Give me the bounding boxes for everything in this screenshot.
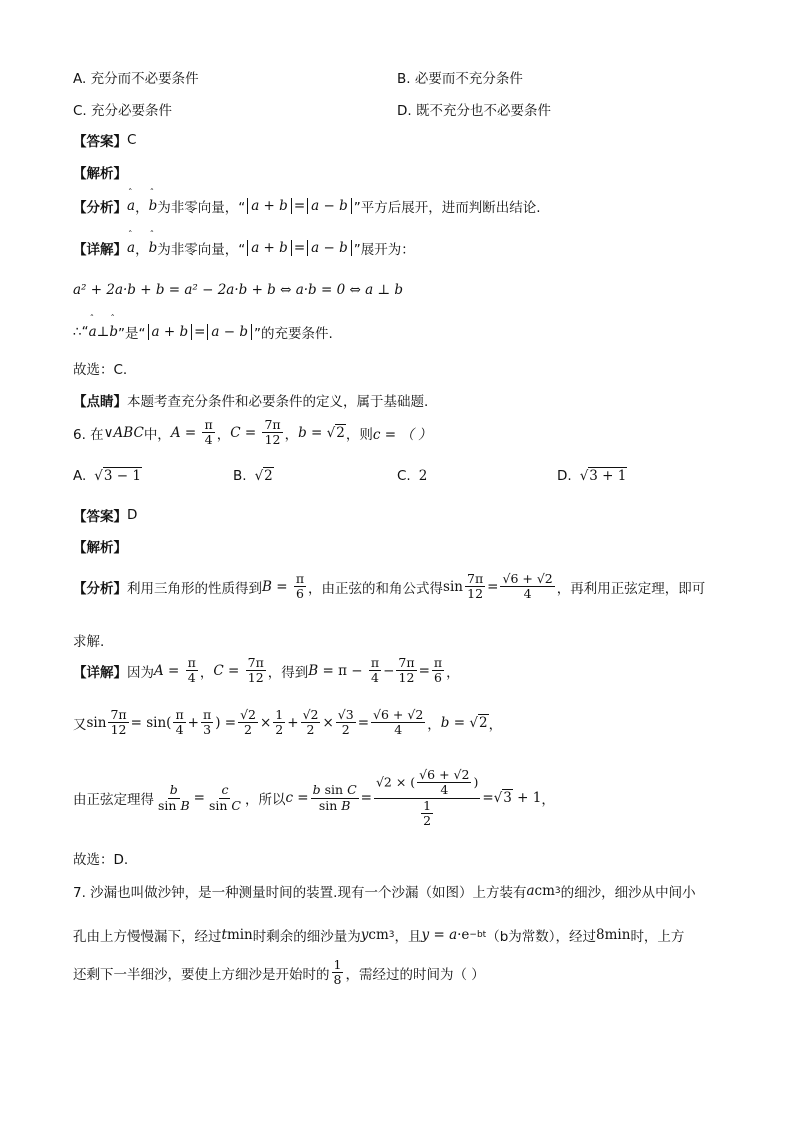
q5-option-c: C. 充分必要条件: [73, 103, 173, 119]
q6-option-d: D. √3 + 1: [557, 468, 627, 484]
q7-line-1: 7. 沙漏也叫做沙钟，是一种测量时间的装置.现有一个沙漏（如图）上方装有 a cm 3 的细沙，细沙从中间小: [73, 883, 696, 901]
q6-answer: 【答案】 D: [73, 507, 138, 525]
q5-fenxi: 【分析】 ˆ a ， ˆ b 为非零向量，“ a + b = a − b ”平方后展开，进而判断出结论.: [73, 196, 541, 216]
q6-fenxi-end: 求解.: [73, 634, 105, 650]
q5-option-d: D. 既不充分也不必要条件: [397, 103, 551, 119]
q5-equation-line: a² + 2a·b + b = a² − 2a·b + b ⇔ a·b = 0 ⇔ a ⊥ b: [73, 282, 404, 298]
q5-analysis-tag: 【解析】: [73, 166, 127, 182]
q5-option-b: B. 必要而不充分条件: [397, 71, 523, 87]
q6-xiangjie-1: 【详解】 因为 A = $\frac{\pi}{4}$ ， C = $\frac{7\pi}{12}$ ，得到 B = π − $\frac{\pi}{4}$ − $\frac{7\pi}{12}$ = $\frac{\pi}{6}$ ，: [73, 655, 460, 686]
q6-xiangjie-2: 又 sin $\frac{7\pi}{12}$ = sin( $\frac{\pi}{4}$ + $\frac{\pi}{3}$ ) = $\frac{√2}{2}$ × $\frac{1}{2}$ + $\frac{√2}{2}$ × $\frac{√3}{2}$ = $\frac{√6 + √2}{4}$ ， b = √2 ，: [73, 707, 503, 738]
q6-option-c: C. 2: [397, 468, 428, 484]
q6-analysis-tag: 【解析】: [73, 540, 127, 556]
q5-dianjing: 【点睛】 本题考查充分条件和必要条件的定义，属于基础题.: [73, 394, 429, 410]
q5-answer: 【答案】 C: [73, 132, 137, 150]
q6-option-b: B. √2: [233, 468, 273, 484]
q6-option-a: A. √3 − 1: [73, 468, 141, 484]
q5-xiangjie: 【详解】 ˆ a ， ˆ b 为非零向量，“ a + b = a − b ”展开为：: [73, 238, 415, 258]
q6-xiangjie-3: 由正弦定理得 $\frac{b}{\text{sin B}}$ = $\frac{c}{\text{sin C}}$ ，所以 c = $\frac{\text{b sin C}}{\text{sin B}}$ = √2 × ( $\frac{√6 + √2}{4}$ ) $\frac{1}{2}$ = √3 + 1 ，: [73, 767, 555, 829]
q5-choose: 故选：C.: [73, 362, 128, 378]
q6-stem: 6. 在 ∨ABC 中， A = $\frac{\pi}{4}$ ， C = $\frac{7\pi}{12}$ ， b = √2 ，则 c = （ ）: [73, 417, 432, 448]
q6-fenxi: 【分析】 利用三角形的性质得到 B = $\frac{\pi}{6}$ ，由正弦的和角公式得 sin $\frac{7\pi}{12}$ = $\frac{√6 + √2}{4}$ ，再利用正弦定理，即可: [73, 571, 706, 602]
q7-line-3: 还剩下一半细沙，要使上方细沙是开始时的 $\frac{1}{8}$ ，需经过的时间为（ ）: [73, 957, 485, 988]
q5-option-a: A. 充分而不必要条件: [73, 71, 199, 87]
q6-choose: 故选：D.: [73, 852, 129, 868]
q7-line-2: 孔由上方慢慢漏下，经过 t min 时剩余的细沙量为 y cm 3 ，且 y = a ·e −bt （b为常数），经过 8min 时，上方: [73, 927, 685, 945]
q5-therefore: ∴“ ˆ a ⊥ ˆ b ”是“ a + b = a − b ”的充要条件.: [73, 322, 333, 342]
